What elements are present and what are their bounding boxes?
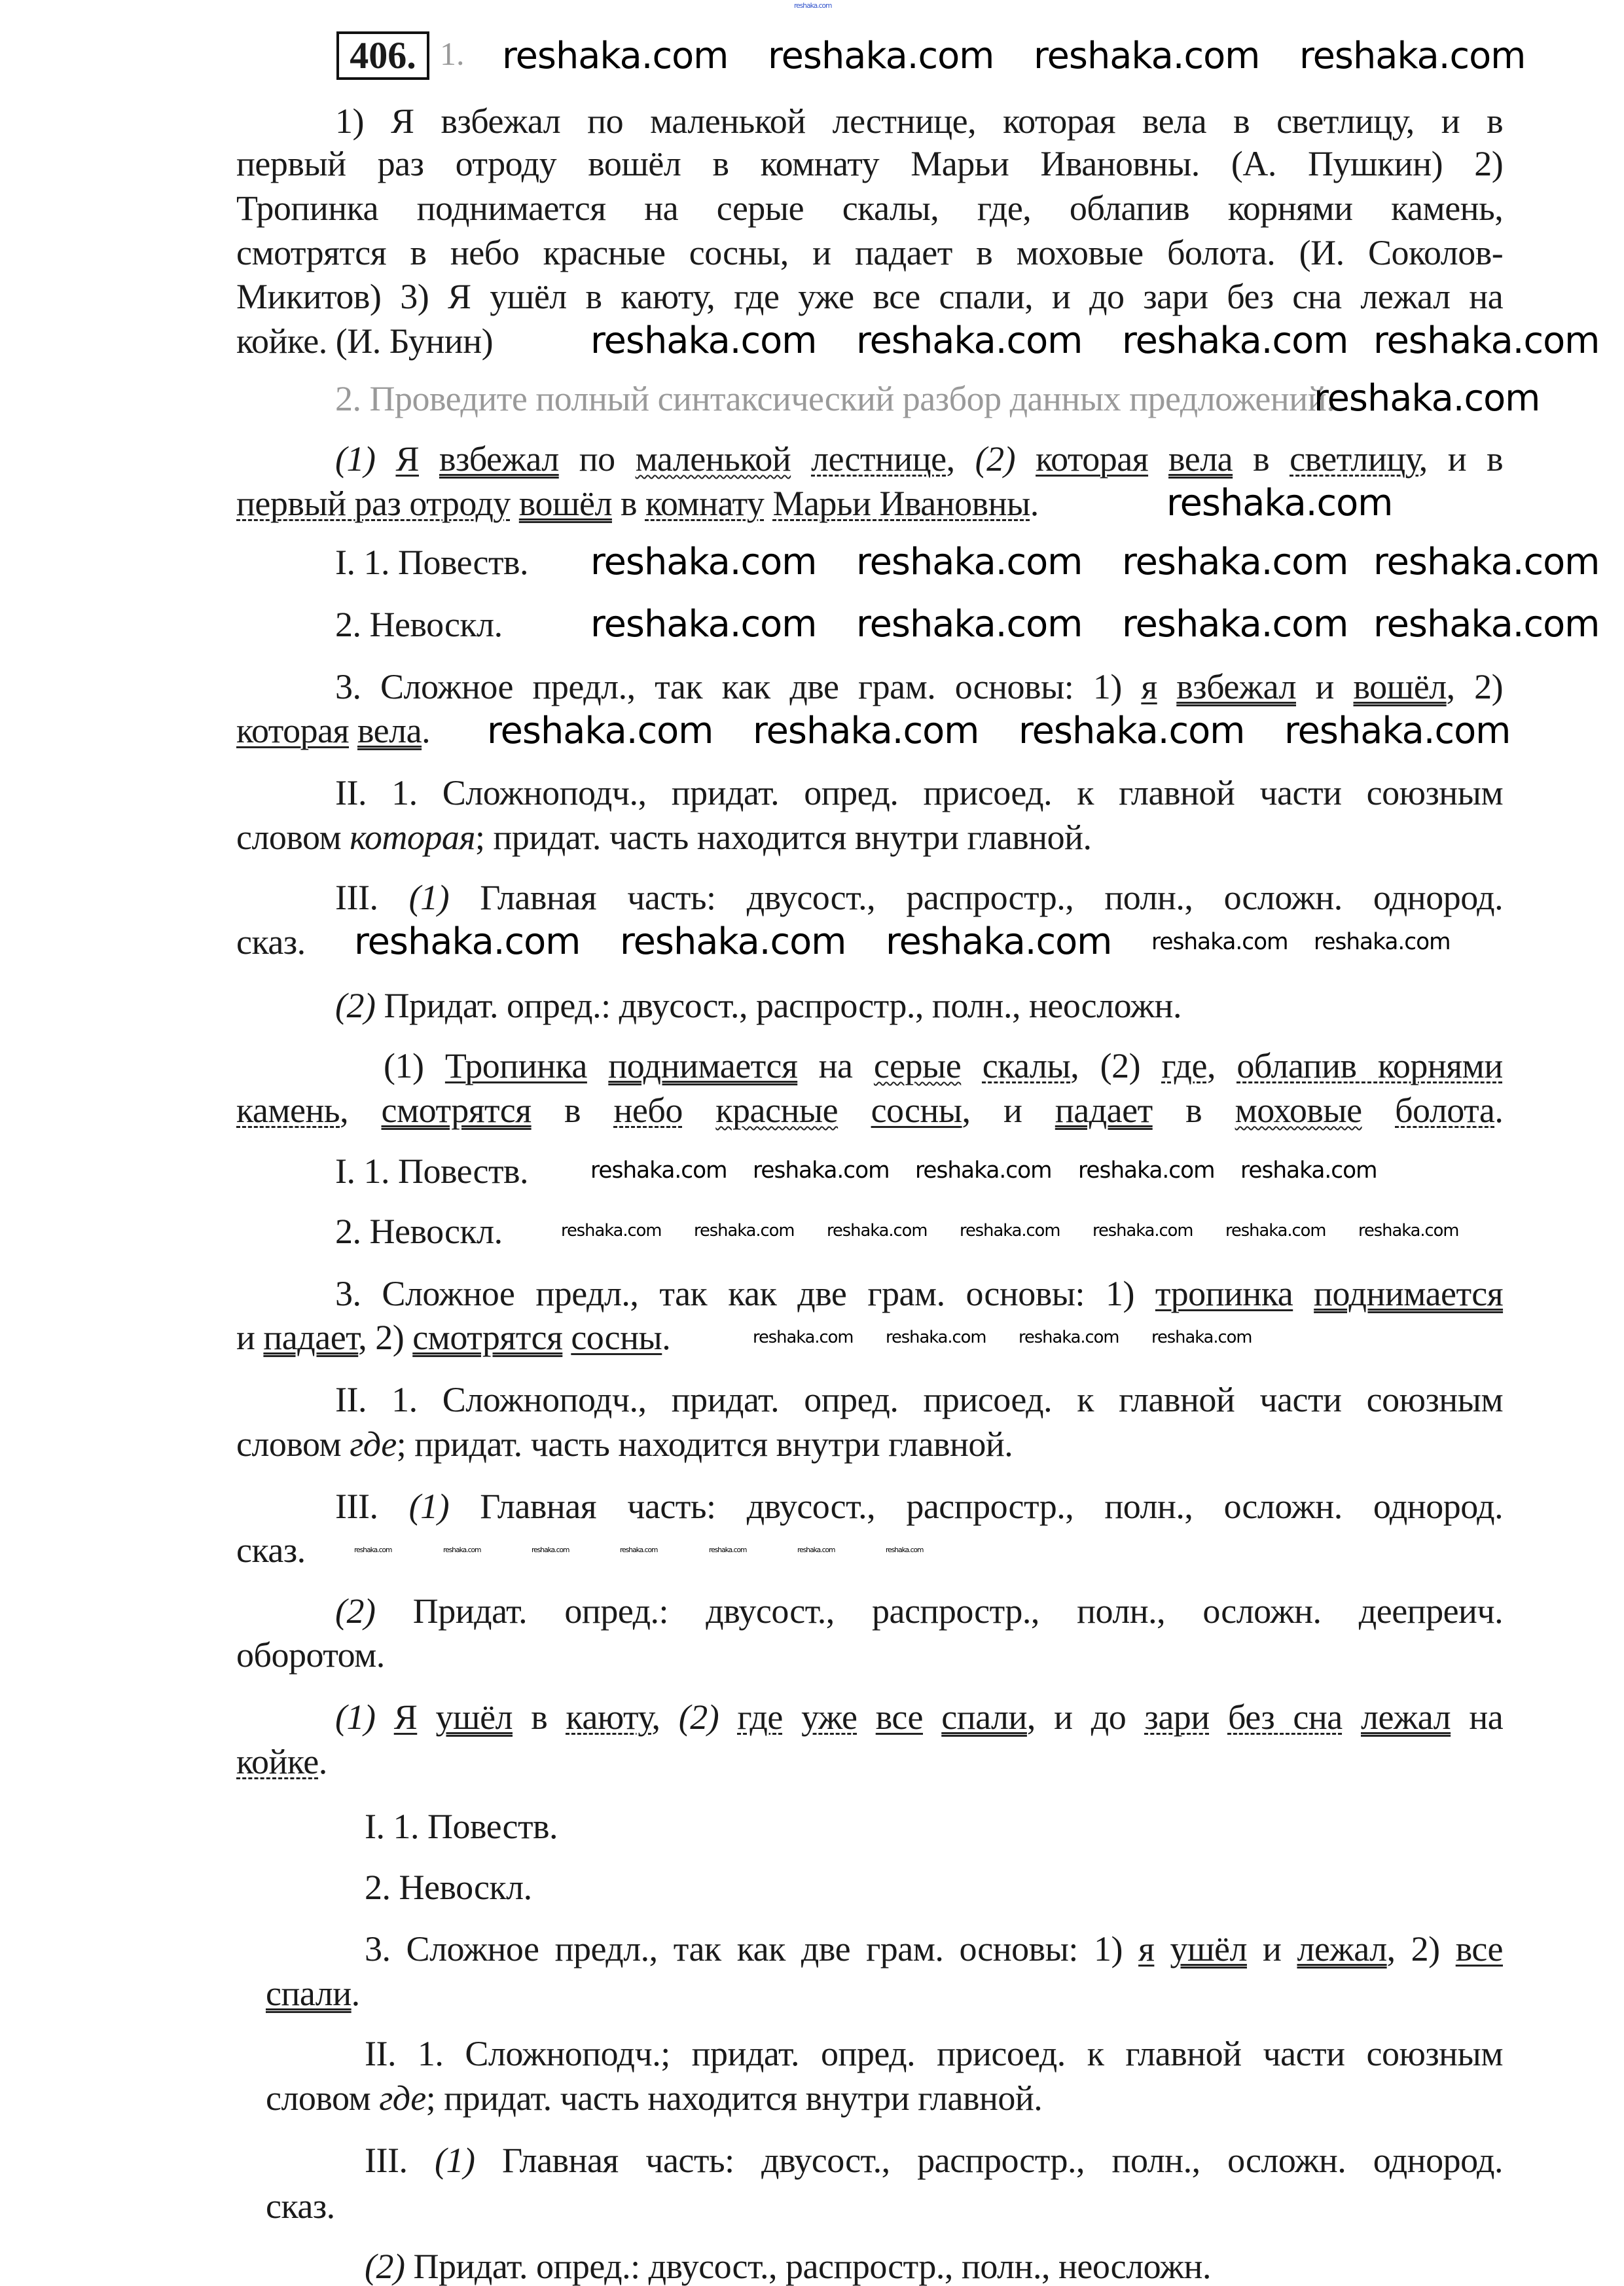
text-segment: .: [351, 1974, 360, 2013]
text-segment: , и до: [1026, 1697, 1145, 1737]
watermark: reshaka.com: [856, 603, 1083, 645]
text-segment: Придат. опред.: двусост., распростр., полн., осложн. деепрeич.: [375, 1591, 1504, 1631]
text-segment: , и в: [1418, 439, 1504, 479]
attribute-word: серые: [873, 1046, 962, 1085]
exercise-number: 406.: [336, 31, 429, 80]
watermark: reshaka.com: [1122, 319, 1348, 362]
italic-text: (1): [408, 878, 450, 917]
watermark: reshaka.com: [753, 710, 979, 752]
watermark: reshaka.com: [590, 1157, 727, 1184]
text-segment: Главная часть: двусост., распростр., полн., осложн. однород.: [449, 1487, 1504, 1526]
text-line: [335, 102, 1503, 140]
text-segment: Главная часть: двусост., распростр., полн., осложн. однород.: [449, 878, 1504, 917]
adverbial-word: зари: [1144, 1697, 1210, 1737]
watermark: reshaka.com: [590, 541, 817, 583]
text-line: [236, 1091, 1503, 1129]
text-segment: [783, 1697, 801, 1737]
text-line: [236, 484, 1039, 522]
text-segment: [791, 439, 811, 479]
watermark: reshaka.com: [1284, 710, 1511, 752]
watermark: reshaka.com: [1078, 1157, 1215, 1184]
italic-text: (1): [434, 2141, 475, 2180]
subject-word: Тропинка: [444, 1046, 587, 1085]
watermark: reshaka.com: [886, 920, 1112, 963]
watermark: reshaka.com: [768, 35, 994, 77]
text-segment: смотрятся в небо красные сосны, и падает в моховые болота. (И. Соколов-: [236, 233, 1504, 272]
text-segment: [1343, 1697, 1361, 1737]
text-segment: II. 1. Сложноподч., придат. опред. присоед. к главной части союзным: [335, 773, 1504, 812]
predicate-word: взбежал: [1176, 667, 1297, 706]
adverbial-word: койке: [236, 1742, 319, 1781]
watermark: reshaka.com: [1151, 929, 1288, 955]
text-line: [365, 1930, 1503, 1968]
text-segment: сказ.: [236, 1531, 306, 1570]
watermark: reshaka.com: [1019, 1328, 1119, 1347]
text-segment: ,: [1206, 1046, 1237, 1085]
watermark: reshaka.com: [709, 1546, 747, 1554]
text-segment: 2. Невоскл.: [335, 1212, 503, 1251]
subject-word: сосны: [871, 1091, 962, 1130]
predicate-word: лежал: [1297, 1929, 1387, 1968]
object-word: комнату: [645, 484, 765, 523]
text-line: [335, 1152, 528, 1190]
text-segment: ; придат. часть находится внутри главной.: [425, 2078, 1043, 2118]
watermark: reshaka.com: [532, 1546, 569, 1554]
watermark: reshaka.com: [443, 1546, 481, 1554]
text-segment: и: [1246, 1929, 1297, 1968]
text-segment: [1148, 439, 1168, 479]
text-segment: I. 1. Повеств.: [335, 543, 529, 582]
text-segment: 3. Сложное предл., так как две грам. основы: 1): [365, 1929, 1139, 1968]
text-segment: [562, 1318, 571, 1357]
text-segment: (1): [384, 1046, 445, 1085]
text-segment: .: [662, 1318, 671, 1357]
watermark: reshaka.com: [354, 1546, 392, 1554]
watermark: reshaka.com: [1373, 541, 1600, 583]
italic-text: (2): [335, 1591, 376, 1631]
predicate-word: спали: [266, 1974, 352, 2013]
watermark: reshaka.com: [1122, 603, 1348, 645]
text-line: [236, 145, 1503, 183]
text-segment: [719, 1697, 737, 1737]
text-line: [335, 987, 1182, 1025]
text-segment: ,: [651, 1697, 679, 1737]
text-line: [266, 2187, 335, 2225]
text-segment: койке. (И. Бунин): [236, 321, 494, 361]
predicate-word: взбежал: [439, 439, 559, 479]
adverbial-word: уже: [801, 1697, 857, 1737]
adverbial-word: скалы: [982, 1046, 1071, 1085]
gray-instruction: 2. Проведите полный синтаксический разбор данных предложений.: [335, 379, 1335, 418]
text-line: [365, 2141, 1503, 2179]
watermark: reshaka.com: [1225, 1221, 1326, 1241]
text-segment: сказ.: [266, 2186, 335, 2226]
watermark: reshaka.com: [487, 710, 713, 752]
text-segment: ; придат. часть находится внутри главной.: [396, 1424, 1013, 1464]
text-segment: [764, 484, 772, 523]
attribute-word: моховые: [1235, 1091, 1362, 1130]
text-segment: 3. Сложное предл., так как две грам. основы: 1): [335, 1274, 1155, 1313]
text-segment: .: [422, 711, 431, 750]
subject-word: которая: [1036, 439, 1149, 479]
text-segment: [375, 439, 395, 479]
text-line: [365, 2247, 1211, 2285]
text-segment: 3. Сложное предл., так как две грам. основы: 1): [335, 667, 1142, 706]
subject-word: сосны: [571, 1318, 662, 1357]
text-line: [335, 1487, 1503, 1525]
italic-text: (2): [335, 986, 376, 1025]
watermark: reshaka.com: [694, 1221, 795, 1241]
adverbial-word: светлицу: [1290, 439, 1419, 479]
text-segment: ,: [340, 1091, 382, 1130]
adverbial-word: камень: [236, 1091, 340, 1130]
predicate-word: спали: [941, 1697, 1027, 1737]
subject-word: тропинка: [1155, 1274, 1293, 1313]
text-segment: в: [1233, 439, 1290, 479]
text-line: [335, 879, 1503, 916]
text-segment: [1154, 1929, 1170, 1968]
text-line: [365, 1807, 558, 1845]
italic-text: (1): [408, 1487, 450, 1526]
text-segment: III.: [335, 1487, 409, 1526]
exercise-part: 1.: [440, 35, 465, 72]
text-segment: I. 1. Повеств.: [365, 1807, 558, 1846]
text-segment: [683, 1091, 715, 1130]
subject-word: все: [1455, 1929, 1503, 1968]
text-segment: .: [1494, 1091, 1504, 1130]
attribute-word: красные: [715, 1091, 839, 1130]
text-line: [335, 543, 528, 581]
text-segment: в: [1152, 1091, 1235, 1130]
text-line: [236, 1425, 1013, 1463]
text-segment: [419, 439, 439, 479]
text-segment: , 2): [1446, 667, 1504, 706]
text-segment: [923, 1697, 941, 1737]
text-segment: ; придат. часть находится внутри главной.: [475, 818, 1092, 857]
text-line: [236, 1531, 306, 1569]
watermark: reshaka.com: [1122, 541, 1348, 583]
text-line: [335, 606, 503, 644]
adverbial-word: болота: [1395, 1091, 1495, 1130]
watermark: reshaka.com: [886, 1328, 986, 1347]
adverbial-word: каюту: [566, 1697, 652, 1737]
adverbial-word: лестнице: [811, 439, 947, 479]
watermark: reshaka.com: [1314, 929, 1451, 955]
text-line: [365, 2035, 1503, 2073]
text-line: [384, 1047, 1503, 1085]
text-line: [236, 923, 306, 961]
adverbial-word: без сна: [1227, 1697, 1343, 1737]
text-segment: I. 1. Повеств.: [335, 1152, 529, 1191]
italic-text: где: [350, 1424, 397, 1464]
text-line: [335, 1592, 1503, 1630]
text-segment: в: [611, 484, 645, 523]
text-segment: [1157, 667, 1177, 706]
text-segment: оборотом.: [236, 1635, 385, 1675]
text-segment: Придат. опред.: двусост., распростр., полн., неосложн.: [405, 2247, 1211, 2286]
text-segment: словом: [266, 2078, 380, 2118]
italic-text: которая: [350, 818, 475, 857]
predicate-word: смотрятся: [412, 1318, 563, 1357]
watermark: reshaka.com: [753, 1157, 890, 1184]
text-segment: 2. Невоскл.: [335, 605, 503, 644]
italic-text: (1): [335, 439, 376, 479]
predicate-word: вела: [1168, 439, 1233, 479]
text-segment: словом: [236, 1424, 350, 1464]
adverbial-word: небо: [613, 1091, 683, 1130]
predicate-word: поднимается: [608, 1046, 798, 1085]
text-segment: [838, 1091, 871, 1130]
text-segment: , и: [962, 1091, 1055, 1130]
watermark: reshaka.com: [915, 1157, 1052, 1184]
text-segment: III.: [365, 2141, 435, 2180]
watermark: reshaka.com: [1314, 377, 1540, 420]
text-line: [335, 380, 1335, 418]
text-segment: [417, 1697, 435, 1737]
watermark: reshaka.com: [590, 603, 817, 645]
text-segment: и: [1296, 667, 1354, 706]
text-line: [335, 1212, 503, 1250]
italic-text: (2): [975, 439, 1016, 479]
text-segment: , 2): [358, 1318, 413, 1357]
text-segment: [1293, 1274, 1314, 1313]
text-line: [236, 712, 430, 750]
watermark: reshaka.com: [886, 1546, 924, 1554]
text-line: [266, 2079, 1042, 2117]
text-segment: [1362, 1091, 1395, 1130]
text-line: [335, 1275, 1503, 1313]
text-line: [236, 1743, 327, 1781]
text-segment: [511, 484, 519, 523]
text-line: [236, 189, 1503, 227]
text-segment: [961, 1046, 982, 1085]
text-segment: .: [318, 1742, 327, 1781]
predicate-word: вошёл: [1353, 667, 1447, 706]
text-segment: и: [236, 1318, 264, 1357]
watermark: reshaka.com: [960, 1221, 1060, 1241]
text-segment: на: [797, 1046, 874, 1085]
predicate-word: падает: [1055, 1091, 1153, 1130]
subject-word: я: [1138, 1929, 1155, 1968]
text-line: [236, 234, 1503, 272]
watermark: reshaka.com: [620, 920, 846, 963]
text-segment: II. 1. Сложноподч.; придат. опред. присоед. к главной части союзным: [365, 2034, 1504, 2073]
subject-word: Я: [393, 1697, 418, 1737]
text-line: [266, 1974, 360, 2012]
predicate-word: лежал: [1361, 1697, 1451, 1737]
watermark: reshaka.com: [1373, 319, 1600, 362]
watermark: reshaka.com: [1019, 710, 1245, 752]
attribute-word: маленькой: [635, 439, 791, 479]
watermark: reshaka.com: [856, 319, 1083, 362]
predicate-word: падает: [263, 1318, 359, 1357]
text-segment: 2. Невоскл.: [365, 1868, 532, 1907]
text-line: [236, 1636, 385, 1674]
text-segment: Придат. опред.: двусост., распростр., полн., неосложн.: [375, 986, 1182, 1025]
text-segment: [587, 1046, 608, 1085]
text-line: [335, 774, 1503, 812]
text-line: [236, 278, 1503, 316]
text-segment: Тропинка поднимается на серые скалы, где, облапив корнями камень,: [236, 189, 1504, 228]
subject-word: которая: [236, 711, 349, 750]
watermark: reshaka.com: [354, 920, 581, 963]
subject-word: я: [1141, 667, 1157, 706]
predicate-word: вошёл: [518, 484, 612, 523]
text-segment: , (2): [1070, 1046, 1162, 1085]
text-segment: .: [1030, 484, 1039, 523]
predicate-word: поднимается: [1314, 1274, 1504, 1313]
text-line: [236, 1318, 670, 1356]
watermark: reshaka.com: [1034, 35, 1260, 77]
text-segment: по: [558, 439, 636, 479]
text-line: [365, 1868, 532, 1906]
predicate-word: вела: [357, 711, 422, 750]
watermark: reshaka.com: [1240, 1157, 1377, 1184]
text-segment: первый раз отроду вошёл в комнату Марьи Ивановны. (А. Пушкин) 2): [236, 144, 1504, 183]
adverbial-word: где: [1161, 1046, 1207, 1085]
watermark: reshaka.com: [1166, 482, 1393, 524]
subject-word: Я: [395, 439, 419, 479]
watermark: reshaka.com: [1092, 1221, 1193, 1241]
text-segment: словом: [236, 818, 350, 857]
watermark: reshaka.com: [856, 541, 1083, 583]
text-line: [335, 440, 1503, 478]
text-segment: 1) Я взбежал по маленькой лестнице, которая вела в светлицу, и в: [335, 101, 1504, 141]
text-segment: в: [531, 1091, 614, 1130]
italic-text: (2): [365, 2247, 405, 2286]
text-segment: [349, 711, 357, 750]
watermark: reshaka.com: [1358, 1221, 1459, 1241]
adverbial-word: первый раз отроду: [236, 484, 511, 523]
text-segment: , 2): [1386, 1929, 1456, 1968]
watermark: reshaka.com: [620, 1546, 658, 1554]
text-line: [335, 1698, 1503, 1736]
italic-text: (2): [678, 1697, 719, 1737]
watermark: reshaka.com: [827, 1221, 928, 1241]
predicate-word: ушёл: [435, 1697, 513, 1737]
text-line: [335, 668, 1503, 706]
text-segment: в: [513, 1697, 566, 1737]
text-segment: на: [1451, 1697, 1504, 1737]
adverbial-word: где: [737, 1697, 783, 1737]
text-line: [236, 818, 1092, 856]
text-segment: Главная часть: двусост., распростр., полн., осложн. однород.: [475, 2141, 1503, 2180]
text-line: [335, 1381, 1503, 1419]
text-segment: [1210, 1697, 1228, 1737]
watermark: reshaka.com: [797, 1546, 835, 1554]
predicate-word: смотрятся: [381, 1091, 532, 1130]
watermark: reshaka.com: [502, 35, 729, 77]
watermark: reshaka.com: [753, 1328, 854, 1347]
text-segment: [1015, 439, 1036, 479]
text-segment: III.: [335, 878, 409, 917]
watermark: reshaka.com: [1151, 1328, 1252, 1347]
text-segment: Микитов) 3) Я ушёл в каюту, где уже все спали, и до зари без сна лежал на: [236, 277, 1504, 316]
text-segment: II. 1. Сложноподч., придат. опред. присоед. к главной части союзным: [335, 1380, 1504, 1419]
watermark: reshaka.com: [590, 319, 817, 362]
adverbial-word: облапив корнями: [1236, 1046, 1503, 1085]
text-segment: [857, 1697, 875, 1737]
watermark: reshaka.com: [1299, 35, 1526, 77]
predicate-word: ушёл: [1170, 1929, 1247, 1968]
object-word: Марьи Ивановны: [772, 484, 1030, 523]
watermark: reshaka.com: [794, 1, 832, 10]
text-line: [236, 322, 493, 360]
subject-word: все: [875, 1697, 923, 1737]
watermark: reshaka.com: [1373, 603, 1600, 645]
watermark: reshaka.com: [561, 1221, 662, 1241]
italic-text: где: [379, 2078, 426, 2118]
text-segment: ,: [946, 439, 975, 479]
text-segment: [375, 1697, 393, 1737]
italic-text: (1): [335, 1697, 376, 1737]
text-segment: сказ.: [236, 922, 306, 962]
